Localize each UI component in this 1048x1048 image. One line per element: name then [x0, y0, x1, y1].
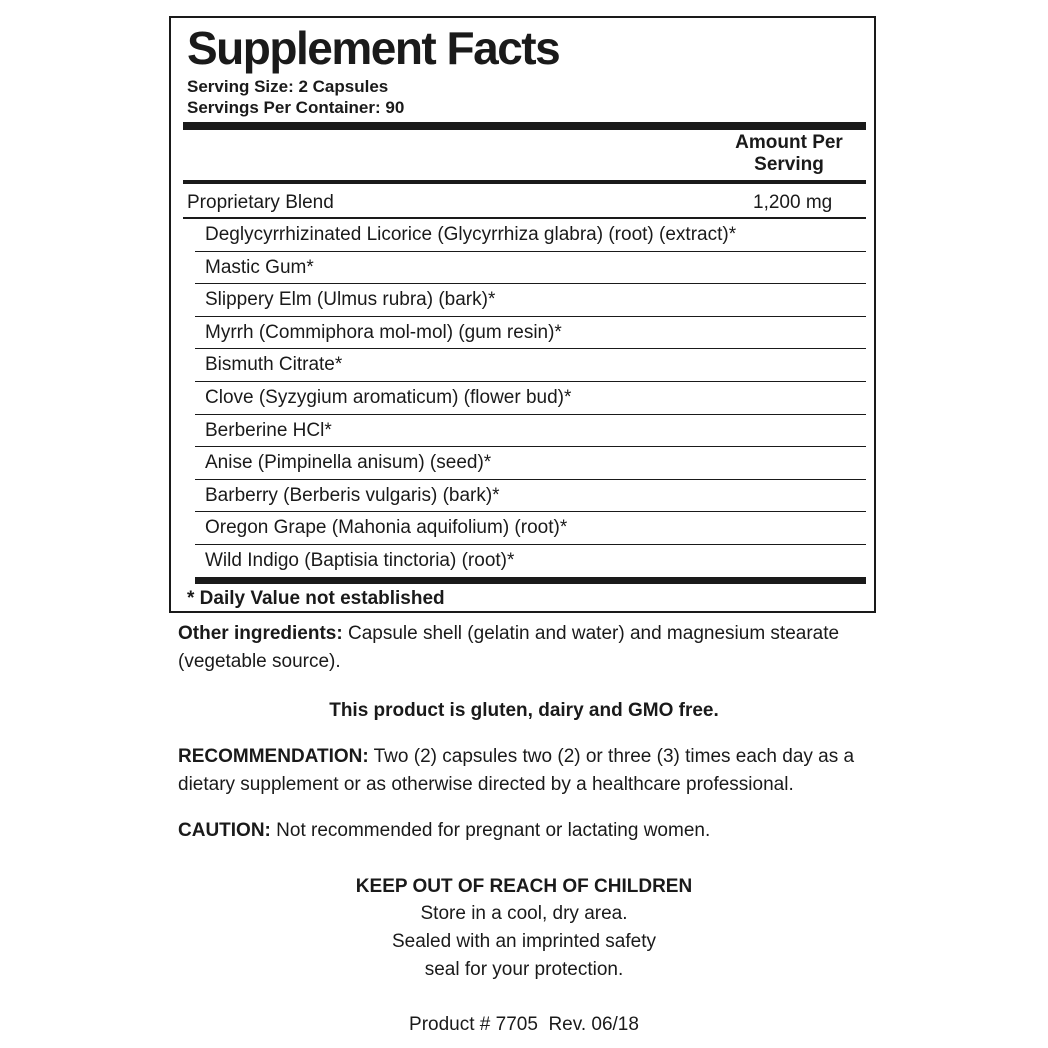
- recommendation: [178, 743, 858, 799]
- amount-header-line2: Serving: [754, 154, 824, 175]
- storage-line-3: seal for your protection.: [424, 959, 624, 980]
- ingredient-row: Deglycyrrhizinated Licorice (Glycyrrhiza glabra) (root) (extract)*: [195, 219, 866, 252]
- amount-header-line1: Amount Per: [735, 132, 843, 153]
- free-from-statement: This product is gluten, dairy and GMO free.: [329, 700, 719, 721]
- supplement-facts-panel: [169, 16, 876, 613]
- ingredient-row: Barberry (Berberis vulgaris) (bark)*: [195, 480, 866, 513]
- ingredient-row: Myrrh (Commiphora mol-mol) (gum resin)*: [195, 317, 866, 350]
- thick-divider-top: [183, 122, 866, 130]
- other-ingredients-label: Other ingredients:: [178, 623, 343, 644]
- ingredient-row: Berberine HCl*: [195, 415, 866, 448]
- ingredient-row: Mastic Gum*: [195, 252, 866, 285]
- servings-per-container: Servings Per Container: 90: [187, 98, 405, 117]
- ingredient-row: Wild Indigo (Baptisia tinctoria) (root)*: [205, 549, 515, 571]
- ingredient-row: Clove (Syzygium aromaticum) (flower bud)*: [195, 382, 866, 415]
- ingredient-row: Oregon Grape (Mahonia aquifolium) (root)*: [195, 512, 866, 545]
- keep-out-of-reach-warning: KEEP OUT OF REACH OF CHILDREN: [355, 876, 693, 897]
- storage-line-2: Sealed with an imprinted safety: [391, 931, 657, 952]
- caution: [178, 817, 858, 845]
- recommendation-text: Two (2) capsules two (2) or three (3) times each day as a dietary supplement or as otherwise directed by a healthcare professional.: [178, 746, 855, 795]
- daily-value-note: * Daily Value not established: [187, 588, 445, 609]
- blend-amount: 1,200 mg: [753, 192, 833, 213]
- serving-size: Serving Size: 2 Capsules: [187, 77, 389, 96]
- blend-name: Proprietary Blend: [187, 192, 334, 213]
- caution-label: CAUTION:: [178, 820, 271, 841]
- product-code: Product # 7705 Rev. 06/18: [409, 1014, 639, 1035]
- ingredient-row: Bismuth Citrate*: [195, 349, 866, 382]
- thick-divider-bottom: [195, 577, 866, 584]
- ingredient-row: Slippery Elm (Ulmus rubra) (bark)*: [195, 284, 866, 317]
- recommendation-label: RECOMMENDATION:: [178, 746, 369, 767]
- amount-per-serving-header: [714, 132, 864, 176]
- facts-title: Supplement Facts: [187, 22, 560, 74]
- ingredient-list: [195, 219, 866, 578]
- other-ingredients-text: Capsule shell (gelatin and water) and magnesium stearate (vegetable source).: [178, 623, 840, 672]
- other-ingredients: [178, 620, 858, 676]
- caution-text: Not recommended for pregnant or lactating women.: [270, 820, 711, 841]
- proprietary-blend-row: [187, 188, 857, 218]
- storage-line-1: Store in a cool, dry area.: [420, 903, 628, 924]
- medium-divider: [183, 180, 866, 184]
- ingredient-row: Anise (Pimpinella anisum) (seed)*: [195, 447, 866, 480]
